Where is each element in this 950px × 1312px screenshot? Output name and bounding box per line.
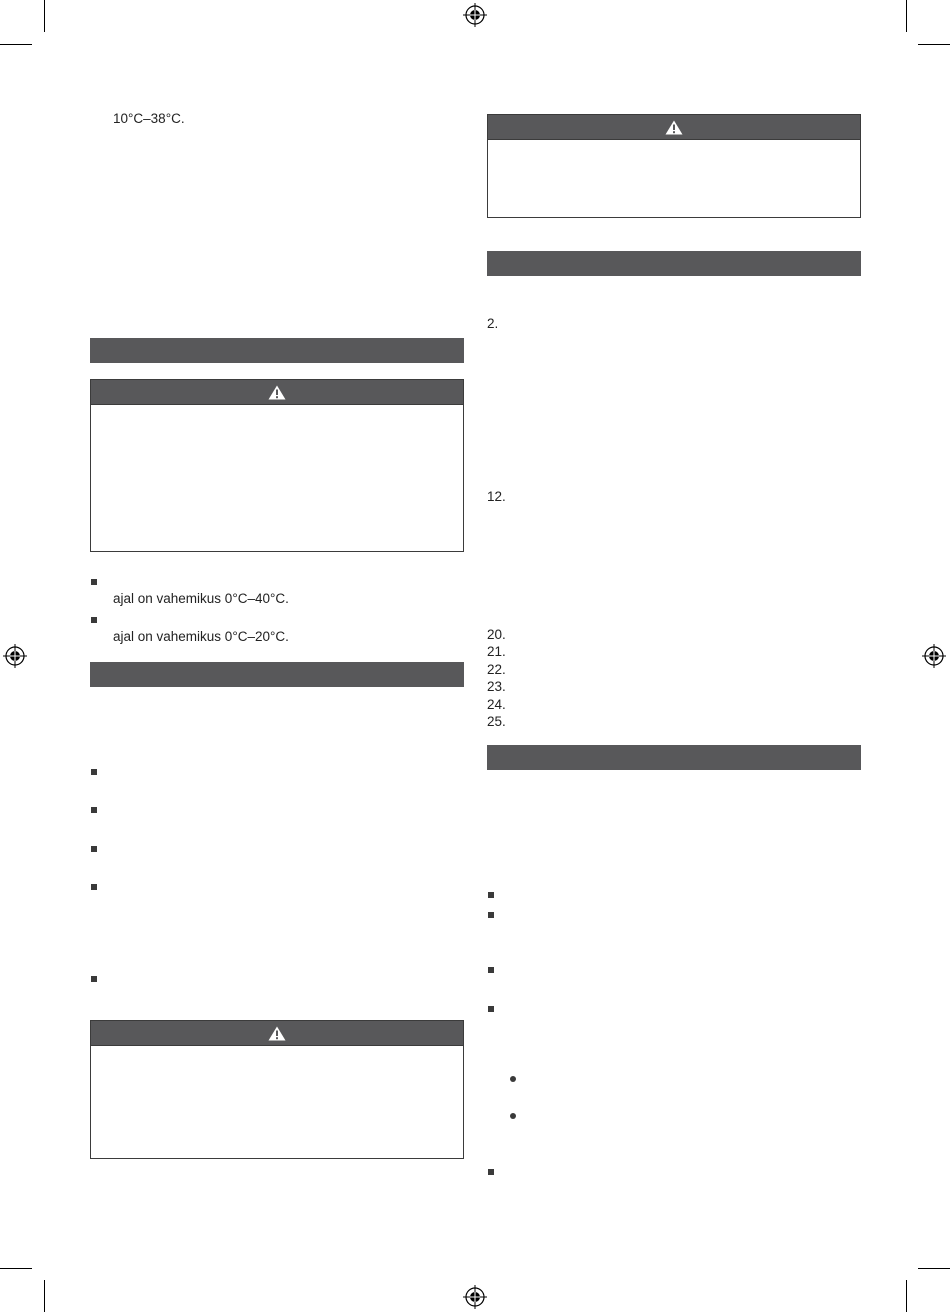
registration-mark-icon xyxy=(463,3,487,27)
warning-header xyxy=(91,380,463,405)
warning-box xyxy=(90,1020,464,1159)
square-bullet-icon xyxy=(91,617,97,623)
list-number: 25. xyxy=(487,714,506,729)
warning-header xyxy=(488,115,860,140)
round-bullet-icon xyxy=(510,1113,516,1119)
square-bullet-icon xyxy=(488,967,494,973)
square-bullet-icon xyxy=(91,769,97,775)
list-number: 22. xyxy=(487,662,506,677)
crop-mark xyxy=(906,0,907,32)
list-item-text: ajal on vahemikus 0°C–40°C. xyxy=(113,591,289,606)
registration-mark-icon xyxy=(3,644,27,668)
square-bullet-icon xyxy=(488,1169,494,1175)
square-bullet-icon xyxy=(488,912,494,918)
square-bullet-icon xyxy=(488,892,494,898)
list-number: 21. xyxy=(487,644,506,659)
list-item-text: ajal on vahemikus 0°C–20°C. xyxy=(113,629,289,644)
square-bullet-icon xyxy=(91,976,97,982)
square-bullet-icon xyxy=(91,807,97,813)
crop-mark xyxy=(44,1280,45,1312)
warning-header xyxy=(91,1021,463,1046)
registration-mark-icon xyxy=(463,1285,487,1309)
crop-mark xyxy=(44,0,45,32)
warning-box xyxy=(90,379,464,552)
warning-triangle-icon xyxy=(665,120,683,135)
list-number: 24. xyxy=(487,697,506,712)
list-number: 2. xyxy=(487,316,499,331)
warning-triangle-icon xyxy=(268,385,286,400)
list-number: 12. xyxy=(487,489,506,504)
section-header-bar xyxy=(90,338,464,363)
warning-box xyxy=(487,114,861,218)
section-header-bar xyxy=(487,251,861,276)
square-bullet-icon xyxy=(91,579,97,585)
list-number: 23. xyxy=(487,679,506,694)
square-bullet-icon xyxy=(91,884,97,890)
list-number: 20. xyxy=(487,627,506,642)
crop-mark xyxy=(0,44,32,45)
temperature-range-text: 10°C–38°C. xyxy=(113,111,185,126)
registration-mark-icon xyxy=(922,644,946,668)
square-bullet-icon xyxy=(488,1006,494,1012)
section-header-bar xyxy=(90,662,464,687)
crop-mark xyxy=(918,44,950,45)
warning-triangle-icon xyxy=(268,1026,286,1041)
round-bullet-icon xyxy=(510,1076,516,1082)
section-header-bar xyxy=(487,745,861,770)
square-bullet-icon xyxy=(91,846,97,852)
crop-mark xyxy=(906,1280,907,1312)
crop-mark xyxy=(918,1268,950,1269)
crop-mark xyxy=(0,1268,32,1269)
